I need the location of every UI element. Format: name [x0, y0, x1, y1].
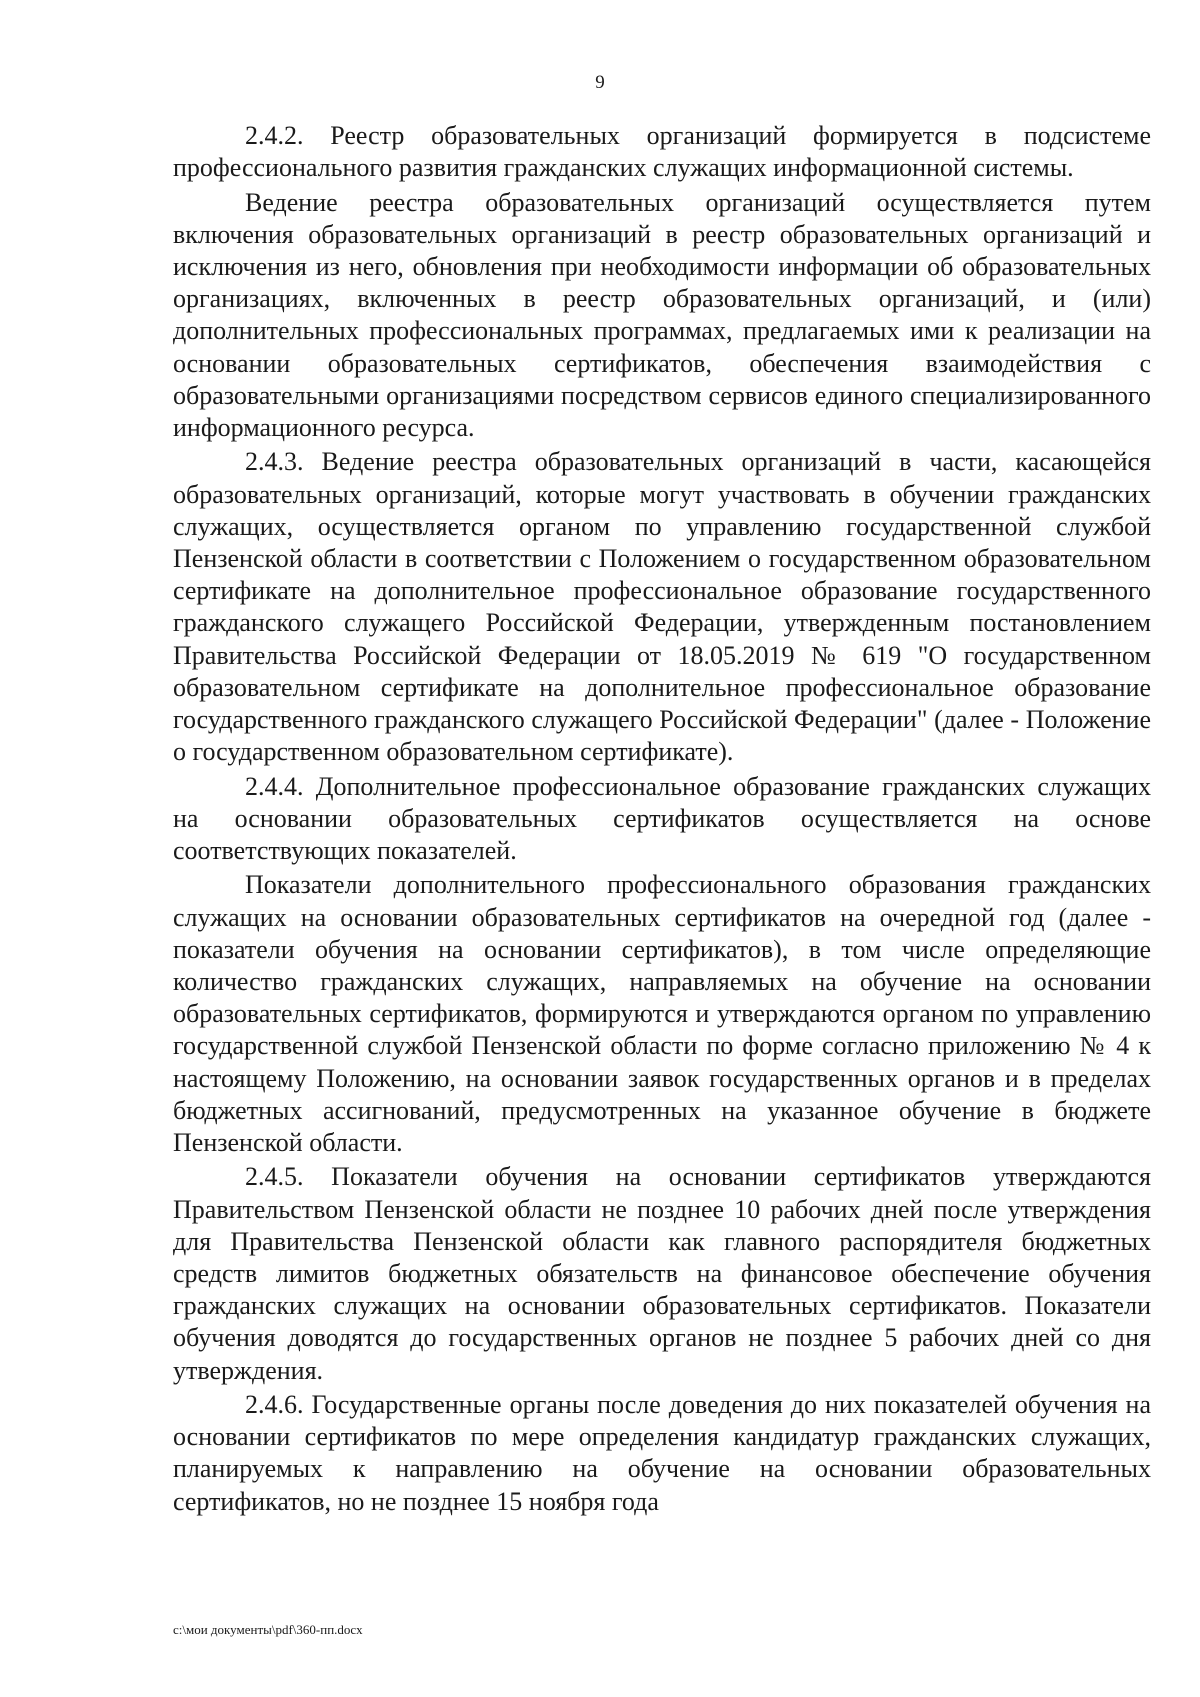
- footer-file-path: c:\мои документы\pdf\360-пп.docx: [173, 1622, 363, 1637]
- paragraph-2-4-5: 2.4.5. Показатели обучения на основании сертификатов утверждаются Правительством Пензенской области не позднее 10 рабочих дней после утверждения для Правительства Пензенской области как главного распорядителя бюджетных средств лимитов бюджетных обязательств на финансовое обеспечение обучения гражданских служащих на основании образовательных сертификатов. Показатели обучения доводятся до государственных органов не позднее 5 рабочих дней со дня утверждения.: [173, 1162, 1151, 1385]
- paragraph-2-4-6: 2.4.6. Государственные органы после доведения до них показателей обучения на основании сертификатов по мере определения кандидатур гражданских служащих, планируемых к направлению на обучение на основании образовательных сертификатов, но не позднее 15 ноября года: [173, 1390, 1151, 1516]
- document-body: [173, 120, 1151, 1520]
- paragraph-2-4-3: 2.4.3. Ведение реестра образовательных организаций в части, касающейся образовательных организаций, которые могут участвовать в обучении гражданских служащих, осуществляется органом по управлению государственной службой Пензенской области в соответствии с Положением о государственном образовательном сертификате на дополнительное профессиональное образование государственного гражданского служащего Российской Федерации, утвержденным постановлением Правительства Российской Федерации от 18.05.2019 № 619 "О государственном образовательном сертификате на дополнительное профессиональное образование государственного гражданского служащего Российской Федерации" (далее - Положение о государственном образовательном сертификате).: [173, 447, 1151, 767]
- paragraph-registry-maintenance: Ведение реестра образовательных организаций осуществляется путем включения образовательных организаций в реестр образовательных организаций и исключения из него, обновления при необходимости информации об образовательных организациях, включенных в реестр образовательных организаций, и (или) дополнительных профессиональных программах, предлагаемых ими к реализации на основании образовательных сертификатов, обеспечения взаимодействия с образовательными организациями посредством сервисов единого специализированного информационного ресурса.: [173, 187, 1151, 443]
- page-number: 9: [595, 72, 605, 93]
- paragraph-indicators: Показатели дополнительного профессионального образования гражданских служащих на основании образовательных сертификатов на очередной год (далее - показатели обучения на основании сертификатов), в том числе определяющие количество гражданских служащих, направляемых на обучение на основании образовательных сертификатов, формируются и утверждаются органом по управлению государственной службой Пензенской области по форме согласно приложению № 4 к настоящему Положению, на основании заявок государственных органов и в пределах бюджетных ассигнований, предусмотренных на указанное обучение в бюджете Пензенской области.: [173, 870, 1151, 1158]
- paragraph-2-4-4: 2.4.4. Дополнительное профессиональное образование гражданских служащих на основании образовательных сертификатов осуществляется на основе соответствующих показателей.: [173, 771, 1151, 866]
- paragraph-2-4-2: 2.4.2. Реестр образовательных организаций формируется в подсистеме профессионального развития гражданских служащих информационной системы.: [173, 121, 1151, 183]
